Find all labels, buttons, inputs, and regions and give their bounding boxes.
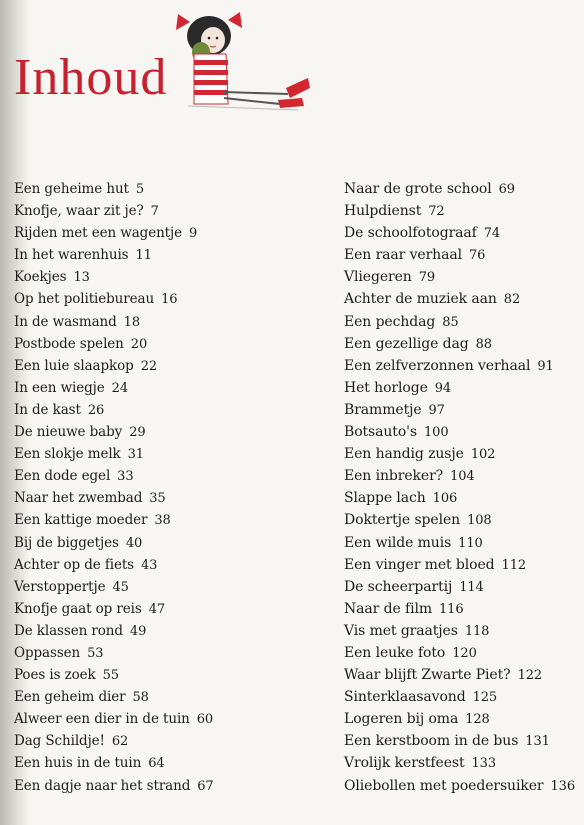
toc-entry-page: 33: [117, 469, 134, 485]
toc-entry-title: Naar het zwembad: [14, 490, 143, 507]
toc-entry-page: 55: [102, 668, 119, 684]
toc-entry-title: Een pechdag: [344, 313, 436, 330]
toc-entry-title: Een gezellige dag: [344, 335, 469, 352]
toc-entry-title: Bij de biggetjes: [14, 534, 119, 551]
toc-entry: [344, 244, 582, 266]
toc-entry-page: 122: [517, 668, 543, 684]
toc-entry: [344, 443, 582, 465]
toc-entry-page: 38: [154, 513, 171, 529]
toc-entry-page: 53: [87, 645, 104, 661]
toc-column-right: [344, 178, 582, 797]
toc-entry-page: 45: [112, 579, 129, 595]
toc-entry: [14, 377, 314, 399]
toc-entry-title: Vliegeren: [344, 269, 412, 286]
toc-entry-page: 74: [483, 226, 501, 242]
toc-entry: [344, 620, 582, 642]
toc-entry: [14, 355, 314, 377]
toc-entry-page: 114: [459, 579, 484, 595]
toc-entry: [14, 266, 314, 288]
toc-entry-title: Koekjes: [14, 269, 67, 286]
toc-entry: [14, 708, 314, 730]
toc-entry-title: Een dagje naar het strand: [14, 777, 191, 794]
toc-entry-page: 43: [141, 557, 158, 573]
toc-entry-title: Een slokje melk: [14, 446, 121, 463]
toc-entry: [14, 730, 314, 752]
toc-entry: [344, 752, 582, 774]
toc-entry-page: 136: [550, 778, 576, 794]
toc-entry-page: 125: [472, 690, 498, 706]
toc-entry-title: Rijden met een wagentje: [14, 225, 182, 242]
toc-entry-page: 9: [189, 226, 198, 242]
toc-entry: [344, 465, 582, 487]
toc-entry-title: Verstoppertje: [14, 578, 106, 595]
toc-entry-page: 18: [123, 314, 141, 330]
toc-entry: [14, 244, 314, 266]
toc-entry: [14, 620, 314, 642]
toc-entry-title: Een kattige moeder: [14, 512, 148, 529]
toc-entry-title: Een huis in de tuin: [14, 755, 142, 772]
toc-entry: [344, 200, 582, 222]
toc-entry: [344, 775, 582, 797]
toc-entry-title: De klassen rond: [14, 622, 123, 639]
toc-entry-page: 69: [498, 182, 515, 197]
toc-entry-title: Het horloge: [344, 379, 428, 396]
toc-entry: [14, 311, 314, 333]
toc-entry-title: Een luie slaapkop: [14, 357, 134, 374]
toc-entry-title: Vis met graatjes: [344, 622, 458, 639]
toc-entry: [344, 730, 582, 752]
toc-entry-title: Postbode spelen: [14, 335, 124, 352]
toc-entry-title: Naar de film: [344, 600, 432, 617]
toc-entry: [14, 178, 314, 200]
toc-entry: [14, 333, 314, 355]
toc-entry-page: 5: [135, 182, 145, 197]
toc-entry: [344, 266, 582, 288]
toc-entry: [14, 642, 314, 664]
toc-entry: [14, 509, 314, 531]
toc-entry: [344, 554, 582, 576]
toc-entry-title: Oliebollen met poedersuiker: [344, 777, 544, 794]
toc-entry-page: 49: [129, 623, 147, 639]
toc-entry-page: 133: [471, 756, 497, 772]
toc-entry-page: 64: [148, 756, 165, 772]
toc-entry-title: Doktertje spelen: [344, 512, 461, 529]
toc-entry: [14, 532, 314, 554]
toc-entry: [14, 664, 314, 686]
toc-entry-title: Naar de grote school: [344, 181, 492, 197]
toc-entry-title: Poes is zoek: [14, 667, 96, 684]
girl-illustration: [168, 8, 318, 113]
toc-entry: [344, 598, 582, 620]
toc-entry: [14, 775, 314, 797]
toc-entry-title: Vrolijk kerstfeest: [344, 755, 465, 772]
toc-entry-title: Logeren bij oma: [344, 711, 459, 728]
toc-entry-page: 62: [111, 734, 129, 750]
toc-entry-page: 13: [73, 270, 90, 286]
toc-entry-title: Dag Schildje!: [14, 733, 105, 750]
toc-entry-page: 97: [428, 402, 445, 418]
toc-entry: [344, 288, 582, 310]
toc-entry: [344, 421, 582, 443]
toc-entry-page: 85: [442, 314, 459, 330]
toc-entry: [14, 487, 314, 509]
toc-entry: [344, 708, 582, 730]
toc-entry: [14, 421, 314, 443]
toc-entry-page: 108: [467, 513, 492, 529]
toc-column-left: [14, 178, 314, 797]
toc-entry-title: Achter de muziek aan: [344, 291, 497, 308]
toc-entry-title: Op het politiebureau: [14, 291, 155, 308]
page-title: Inhoud: [14, 49, 168, 106]
toc-entry-title: Hulpdienst: [344, 203, 422, 220]
toc-entry-page: 110: [458, 535, 483, 551]
toc-entry-title: De scheerpartij: [344, 578, 453, 595]
toc-entry-page: 47: [148, 601, 166, 617]
toc-entry-title: Een wilde muis: [344, 534, 452, 551]
toc-entry: [14, 686, 314, 708]
toc-entry: [344, 311, 582, 333]
toc-entry-title: De nieuwe baby: [14, 424, 123, 441]
toc-entry-title: Een leuke foto: [344, 644, 446, 661]
toc-entry: [344, 642, 582, 664]
toc-entry-page: 26: [87, 402, 105, 418]
toc-entry: [14, 200, 314, 222]
toc-entry-title: Brammetje: [344, 401, 422, 418]
toc-entry: [14, 288, 314, 310]
toc-entry-title: Een zelfverzonnen verhaal: [344, 357, 531, 374]
toc-entry: [344, 532, 582, 554]
toc-entry: [344, 355, 582, 377]
toc-entry-page: 67: [197, 778, 214, 794]
toc-entry: [344, 509, 582, 531]
toc-entry-title: In de kast: [14, 401, 81, 418]
toc-entry-page: 40: [125, 535, 143, 551]
toc-entry-page: 82: [503, 292, 521, 308]
toc-entry-page: 100: [423, 425, 449, 441]
toc-entry: [344, 377, 582, 399]
toc-entry-page: 102: [470, 447, 496, 463]
toc-entry-page: 29: [129, 425, 146, 441]
toc-entry: [14, 576, 314, 598]
toc-entry-title: Knofje, waar zit je?: [14, 203, 144, 220]
toc-entry-title: Sinterklaasavond: [344, 689, 466, 706]
toc-entry-title: In de wasmand: [14, 313, 117, 330]
toc-entry: [14, 554, 314, 576]
toc-entry-title: In het warenhuis: [14, 247, 129, 264]
toc-entry-page: 20: [130, 336, 148, 352]
toc-entry: [344, 576, 582, 598]
toc-entry-title: Een vinger met bloed: [344, 556, 495, 573]
toc-entry-title: Botsauto's: [344, 424, 417, 441]
toc-entry-page: 16: [161, 292, 178, 308]
toc-entry: [14, 222, 314, 244]
toc-entry: [344, 178, 582, 200]
toc-entry-title: Een raar verhaal: [344, 247, 462, 264]
toc-entry: [344, 222, 582, 244]
toc-entry-title: In een wiegje: [14, 379, 105, 396]
toc-entry-title: Een kerstboom in de bus: [344, 733, 519, 750]
toc-entry-page: 131: [525, 734, 550, 750]
toc-entry-title: Een dode egel: [14, 468, 111, 485]
toc-entry-title: Knofje gaat op reis: [14, 600, 142, 617]
toc-entry: [344, 686, 582, 708]
toc-entry: [344, 333, 582, 355]
toc-entry-title: Achter op de fiets: [14, 556, 135, 573]
toc-entry-page: 79: [418, 270, 436, 286]
toc-entry-title: Een handig zusje: [344, 446, 464, 463]
toc-entry-title: De schoolfotograaf: [344, 225, 477, 242]
toc-entry-page: 91: [537, 358, 554, 374]
toc-entry-page: 31: [127, 447, 144, 463]
toc-entry-title: Een inbreker?: [344, 468, 444, 485]
toc-entry-page: 116: [439, 601, 464, 617]
toc-entry-title: Alweer een dier in de tuin: [14, 711, 190, 728]
toc-entry-page: 106: [432, 491, 458, 507]
toc-entry-page: 35: [149, 491, 166, 507]
toc-entry-page: 11: [135, 248, 152, 264]
toc-entry-page: 94: [434, 380, 452, 396]
toc-entry-title: Een geheim dier: [14, 689, 126, 706]
toc-entry-page: 72: [428, 204, 445, 220]
toc-entry-page: 60: [196, 712, 214, 728]
toc-entry: [344, 487, 582, 509]
toc-entry: [14, 752, 314, 774]
toc-entry-page: 120: [452, 645, 477, 661]
toc-entry-page: 58: [132, 690, 149, 706]
toc-entry-page: 88: [475, 336, 492, 352]
toc-entry-title: Oppassen: [14, 644, 81, 661]
toc-entry: [344, 399, 582, 421]
toc-entry-page: 112: [501, 557, 527, 573]
toc-entry-page: 118: [464, 623, 490, 639]
toc-entry-title: Een geheime hut: [14, 181, 129, 197]
toc-entry-page: 128: [465, 712, 490, 728]
toc-entry: [14, 443, 314, 465]
toc-entry-page: 7: [150, 204, 159, 220]
toc-entry: [14, 399, 314, 421]
toc-entry-page: 24: [111, 380, 129, 396]
toc-entry-title: Waar blijft Zwarte Piet?: [344, 667, 511, 684]
toc-entry: [14, 598, 314, 620]
toc-entry: [344, 664, 582, 686]
toc-entry-page: 22: [140, 358, 158, 374]
toc-entry-title: Slappe lach: [344, 490, 426, 507]
toc-entry: [14, 465, 314, 487]
toc-entry-page: 76: [468, 248, 486, 264]
toc-entry-page: 104: [450, 469, 475, 485]
